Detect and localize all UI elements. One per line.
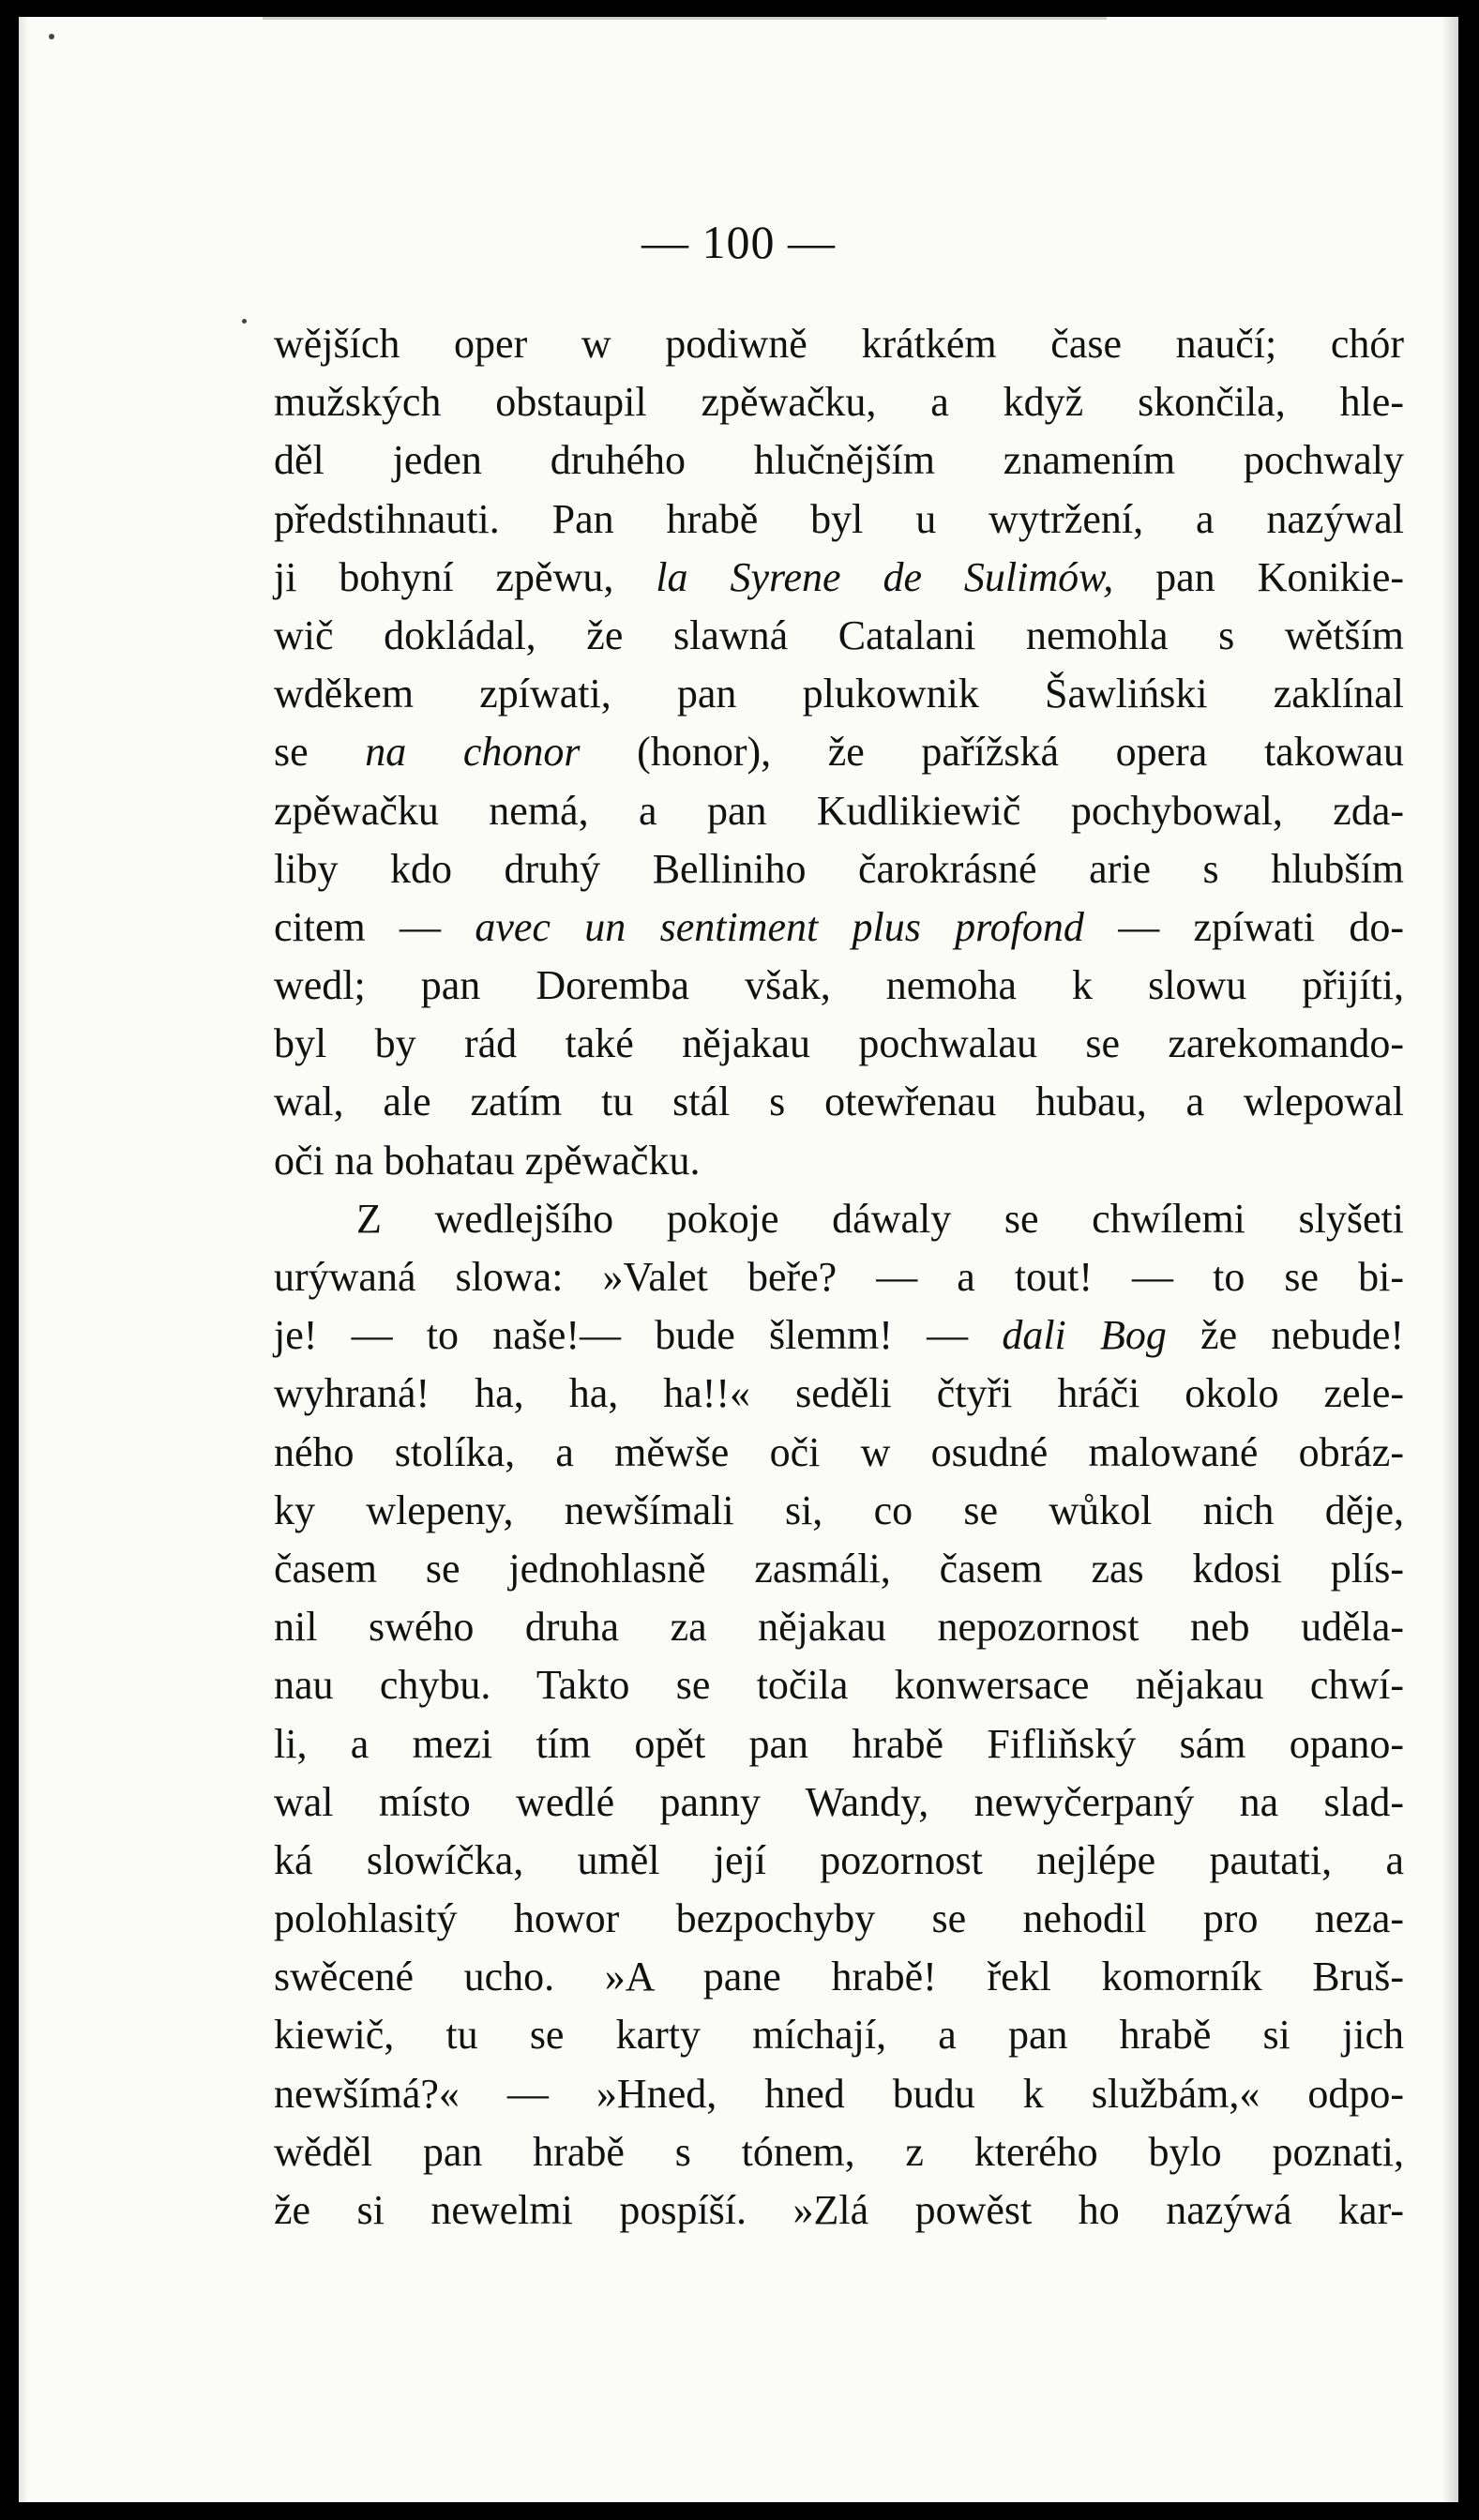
text-segment: je! — to naše!— bude šlemm! — <box>274 1312 1003 1359</box>
text-line <box>274 2123 1404 2181</box>
text-line <box>274 1715 1404 1773</box>
text-segment: byl by rád také nějakau pochwalau se zarekomando- <box>274 1020 1404 1067</box>
text-segment: polohlasitý howor bezpochyby se nehodil pro neza- <box>274 1895 1404 1942</box>
text-line <box>274 490 1404 549</box>
text-segment: předstihnauti. Pan hrabě byl u wytržení, a nazýwal <box>274 495 1404 542</box>
text-line <box>274 431 1404 490</box>
text-segment: wějších oper w podiwně krátkém čase naučí; chór <box>274 321 1404 367</box>
text-line <box>274 607 1404 665</box>
text-line <box>274 373 1404 431</box>
text-line <box>274 1015 1404 1073</box>
italic-segment: na chonor <box>365 729 581 776</box>
text-segment: wal místo wedlé panny Wandy, newyčerpaný na slad- <box>274 1778 1404 1825</box>
text-segment: (honor), že pařížská opera takowau <box>580 729 1405 776</box>
text-segment: Z wedlejšího pokoje dáwaly se chwílemi slyšeti <box>356 1195 1404 1242</box>
italic-segment: dali Bog <box>1002 1312 1167 1359</box>
text-segment: nau chybu. Takto se točila konwersace nějakau chwí- <box>274 1662 1404 1709</box>
text-line <box>274 665 1404 723</box>
text-segment: ji bohyní zpěwu, <box>274 553 656 600</box>
text-segment: že si newelmi pospíší. »Zlá powěst ho nazýwá kar- <box>274 2187 1404 2233</box>
text-line <box>274 549 1404 607</box>
text-segment: ky wlepeny, newšímali si, co se wůkol nich děje, <box>274 1486 1404 1533</box>
text-segment: že nebude! <box>1166 1312 1404 1359</box>
text-line <box>274 1248 1404 1306</box>
text-line <box>274 1890 1404 1948</box>
text-segment: swěcené ucho. »A pane hrabě! řekl komorník Bruš- <box>274 1954 1404 2000</box>
text-line <box>274 1773 1404 1832</box>
text-segment: wedl; pan Doremba však, nemoha k slowu přijíti, <box>274 962 1404 1009</box>
scan-speck <box>242 319 247 324</box>
body-text <box>274 315 1404 2240</box>
text-segment: se <box>274 729 366 776</box>
page-top-edge <box>263 17 1107 20</box>
page-edge-shadow <box>1441 17 1458 2502</box>
text-segment: zpěwačku nemá, a pan Kudlikiewič pochybowal, zda- <box>274 787 1404 834</box>
text-line <box>274 957 1404 1015</box>
text-segment: mužských obstaupil zpěwačku, a když skončila, hle- <box>274 379 1404 426</box>
text-segment: wěděl pan hrabě s tónem, z kterého bylo poznati, <box>274 2128 1404 2175</box>
text-line <box>274 1306 1404 1365</box>
text-segment: nil swého druha za nějakau nepozornost neb uděla- <box>274 1604 1404 1651</box>
text-segment: liby kdo druhý Belliniho čarokrásné arie s hlubším <box>274 845 1404 892</box>
book-page <box>19 17 1458 2502</box>
text-line <box>274 782 1404 840</box>
text-line <box>274 2065 1404 2123</box>
text-line <box>274 1540 1404 1598</box>
text-segment: ká slowíčka, uměl její pozornost nejlépe pautati, a <box>274 1836 1404 1883</box>
text-segment: kiewič, tu se karty míchají, a pan hrabě si jich <box>274 2012 1404 2059</box>
text-line <box>274 723 1404 781</box>
text-line <box>274 1132 1404 1190</box>
text-line <box>274 2006 1404 2064</box>
text-segment: wyhraná! ha, ha, ha!!« seděli čtyři hráči okolo zele- <box>274 1370 1404 1417</box>
text-line <box>274 1948 1404 2006</box>
text-line <box>274 1598 1404 1656</box>
text-segment: wič dokládal, že slawná Catalani nemohla s wětším <box>274 611 1404 658</box>
text-segment: časem se jednohlasně zasmáli, časem zas kdosi plís- <box>274 1545 1404 1592</box>
text-segment: wal, ale zatím tu stál s otewřenau hubau, a wlepowal <box>274 1079 1404 1125</box>
text-line <box>274 315 1404 373</box>
text-segment: citem — <box>274 903 475 950</box>
text-segment: — zpíwati do- <box>1083 903 1404 950</box>
italic-segment: avec un sentiment plus profond <box>475 903 1084 950</box>
text-segment: newšímá?« — »Hned, hned budu k službám,« odpo- <box>274 2070 1404 2117</box>
text-segment: pan Konikie- <box>1113 553 1405 600</box>
page-number: — 100 — <box>641 216 836 268</box>
text-line <box>274 840 1404 898</box>
text-segment: děl jeden druhého hlučnějším znamením pochwaly <box>274 437 1404 484</box>
scan-speck <box>49 34 54 39</box>
text-line <box>274 1365 1404 1423</box>
text-line <box>274 1073 1404 1131</box>
text-line <box>274 1482 1404 1540</box>
text-line <box>274 1832 1404 1890</box>
text-line <box>274 1190 1404 1248</box>
text-line <box>274 1656 1404 1714</box>
text-line <box>274 2181 1404 2240</box>
text-segment: li, a mezi tím opět pan hrabě Fifliňský sám opano- <box>274 1720 1404 1767</box>
text-line <box>274 1424 1404 1482</box>
page-gutter-shadow <box>19 17 28 2502</box>
text-segment: urýwaná slowa: »Valet beře? — a tout! — to se bi- <box>274 1254 1404 1300</box>
text-segment: oči na bohatau zpěwačku. <box>274 1137 701 1184</box>
text-line <box>274 898 1404 957</box>
italic-segment: la Syrene de Sulimów, <box>656 553 1114 600</box>
text-segment: ného stolíka, a měwše oči w osudné malowané obráz- <box>274 1428 1404 1475</box>
text-segment: wděkem zpíwati, pan plukownik Šawliński zaklínal <box>274 671 1404 717</box>
